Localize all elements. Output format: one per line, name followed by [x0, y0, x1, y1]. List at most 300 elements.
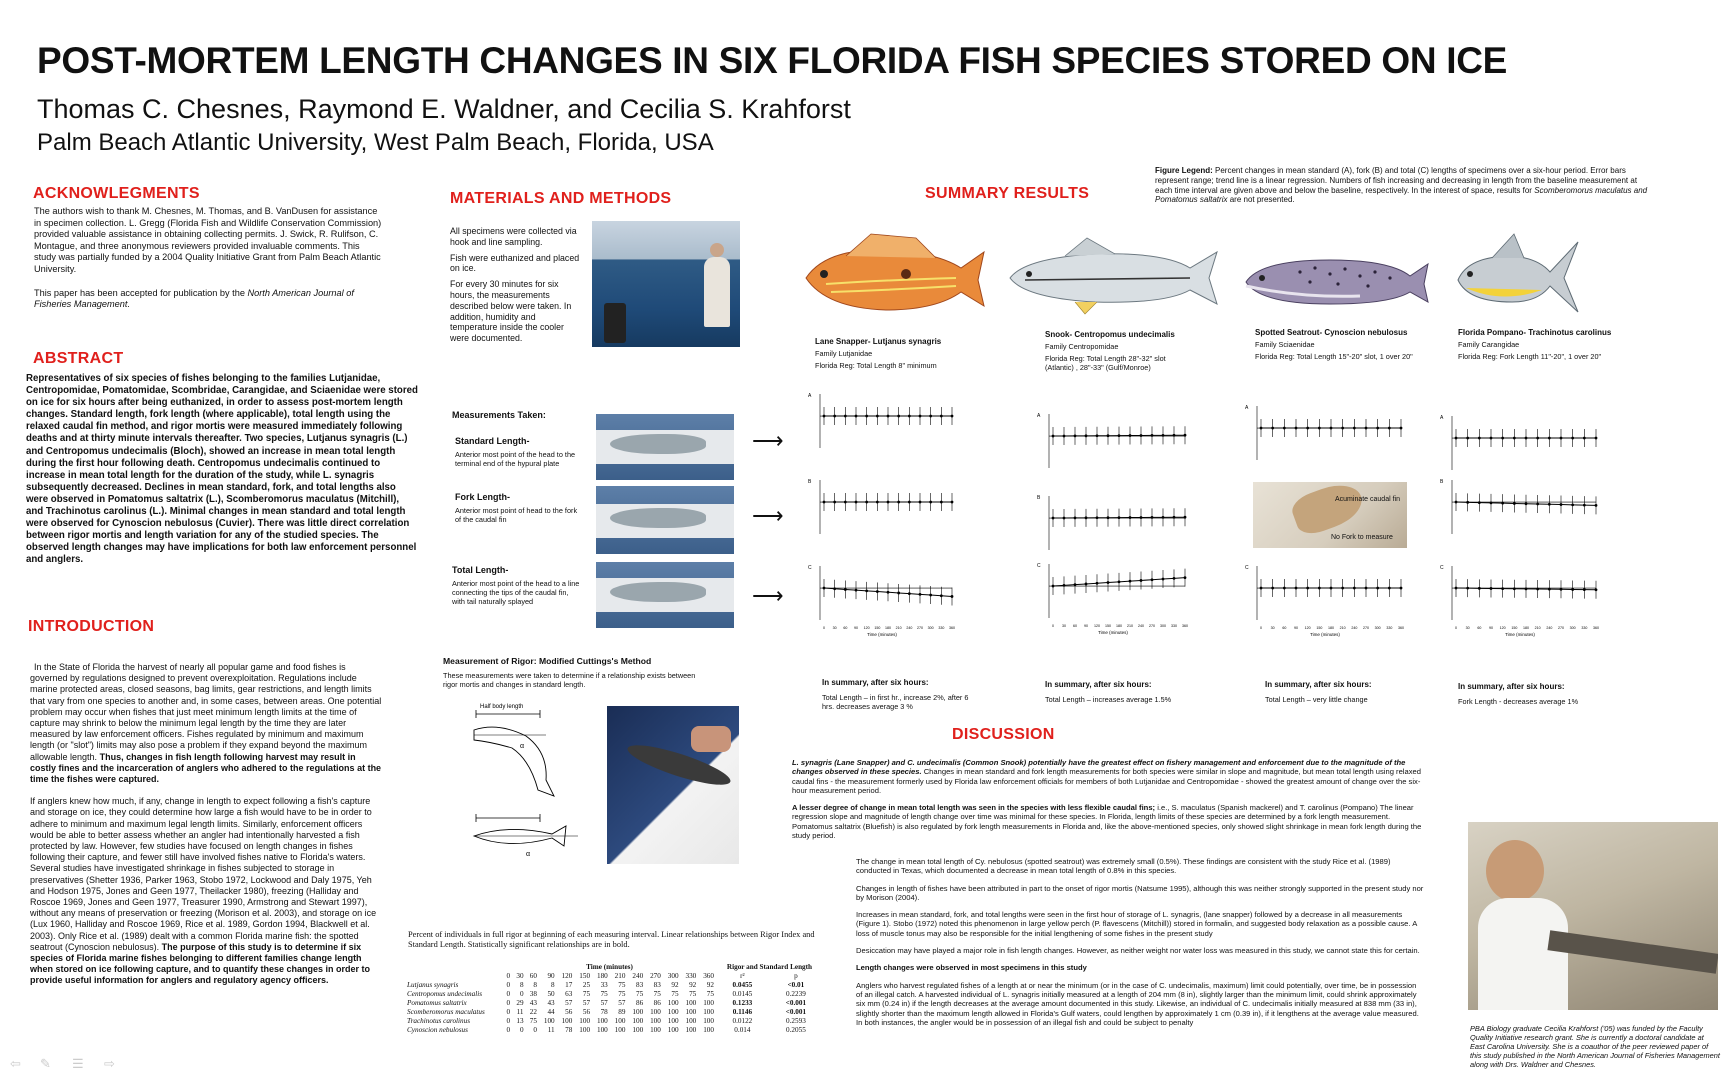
rigor-rel-header: Rigor and Standard Length	[726, 962, 813, 971]
rigor-value-cell: 75	[706, 989, 714, 998]
x-tick-label: 150	[1105, 624, 1111, 628]
pen-icon[interactable]: ✎	[40, 1056, 51, 1071]
rigor-value-cell: 75	[653, 989, 661, 998]
abstract-heading: ABSTRACT	[33, 350, 124, 367]
discussion-p3: The change in mean total length of Cy. nebulosus (spotted seatrout) was extremely small (0.5%). These findings are consistent with the study Rice et al. (1989) conducted in Texas, which documented a decrease in mean total length of 0.8% in this species.	[856, 857, 1391, 876]
poster-affiliation: Palm Beach Atlantic University, West Palm Beach, Florida, USA	[37, 129, 714, 156]
length-change-plot	[1037, 492, 1189, 554]
rigor-value-cell: 100	[703, 1025, 714, 1034]
rigor-time-cell: 360	[703, 971, 714, 980]
panel-letter: C	[1245, 565, 1249, 571]
rigor-value-cell: 0	[533, 1025, 537, 1034]
x-tick-label: 90	[1489, 626, 1493, 630]
rigor-value-cell: 11	[516, 1007, 524, 1016]
rigor-stat-cell: 0.0455	[732, 980, 753, 989]
table-row	[405, 1025, 823, 1034]
x-tick-label: 240	[1351, 626, 1358, 630]
x-tick-label: 300	[1374, 626, 1381, 630]
krahforst-photo	[1468, 822, 1718, 1010]
arrow-right-icon: ⟶	[752, 428, 784, 453]
methods-p2: Fish were euthanized and placed on ice.	[450, 252, 580, 274]
panel-letter: A	[808, 393, 812, 399]
measurements-heading: Measurements Taken:	[452, 410, 546, 420]
intro-p1-bold: Thus, changes in fish length following harvest may result in costly fines and the incarceration of anglers who adhered to the regulations at the time the fishes were captured.	[30, 751, 382, 785]
rigor-time-cell: 240	[632, 971, 644, 980]
rigor-value-cell: 78	[565, 1025, 573, 1034]
rigor-value-cell: 38	[529, 989, 537, 998]
poster-authors: Thomas C. Chesnes, Raymond E. Waldner, and Cecilia S. Krahforst	[37, 94, 851, 124]
length-change-plot	[1245, 562, 1405, 624]
x-tick-label: 330	[1386, 626, 1393, 630]
x-tick-label: 210	[1127, 624, 1133, 628]
x-tick-label: 180	[1116, 624, 1122, 628]
rigor-value-cell: 100	[685, 998, 697, 1007]
arrow-right-icon: ⟶	[752, 503, 784, 528]
rigor-species-cell: Trachinotus carolinus	[407, 1016, 471, 1025]
methods-p3: For every 30 minutes for six hours, the measurements described below were taken. In addition, humidity and temperature inside the cooler were documented.	[450, 279, 572, 344]
alpha-label: α	[526, 851, 531, 858]
rigor-value-cell: 44	[547, 1007, 555, 1016]
rigor-value-cell: 89	[618, 1007, 626, 1016]
x-axis-labels	[1440, 624, 1600, 640]
abstract-body: Representatives of six species of fishes belonging to the families Lutjanidae, Centropomidae, Pomatomidae, Scombridae, Carangidae, and Sciaenidae were stored on ice for six hours after being euthanized, in order to assess post-mortem length changes. Standard length, fork length (where applicable), total length using the relaxed caudal fin method, and rigor mortis were measured immediately following deaths and at thirty minute intervals thereafter. Two species, Lutjanus synagris (L.) and Centropomus undecimalis (Bloch), showed an increase in mean total length during the first hour following death. Centropomus undecimalis continued to increase in mean total length for the duration of the study, while L. synagris subsequently decreased. Declines in mean standard, fork, and total lengths also were observed in Pomatomus saltatrix (L.), Scomberomorus maculatus (Mitchill), and Trachinotus carolinus (L.). Minimal changes in mean standard and total length were observed for Cynoscion nebulosus (Cuvier). There was little direct correlation between rigor mortis and length variation for any of the studied species. The observed length changes may have implications for both law enforcement personnel and anglers.	[26, 373, 418, 566]
panel-letter: A	[1440, 415, 1444, 421]
x-tick-label: 60	[1477, 626, 1482, 630]
fish-family: Family Sciaenidae	[1255, 340, 1315, 349]
summary-spotted-seatrout	[1265, 680, 1425, 704]
rigor-value-cell: 0	[506, 980, 511, 989]
rigor-value-cell: 25	[582, 980, 591, 989]
rigor-value-cell: 83	[635, 980, 644, 989]
rigor-value-cell: 100	[667, 1025, 679, 1034]
rigor-time-header: Time (minutes)	[586, 962, 633, 971]
rigor-stat-cell: <0.001	[785, 998, 807, 1007]
standard-length-label: Standard Length-	[455, 436, 530, 446]
fish-info-pompano	[1458, 328, 1618, 361]
rigor-value-cell: 43	[547, 998, 555, 1007]
rigor-stat-cell: 0.2593	[786, 1016, 806, 1025]
discussion-p2-text: i.e., S. maculatus (Spanish mackerel) and T. carolinus (Pompano) The linear regression slope and magnitude of length change over time was minimal for these species. In Florida, length limits of these species are determined by a fork length measurement. Pomatomus saltatrix (Bluefish) is also regulated by fork length measurements in Florida and, like the above-mentioned species, only showed slight shrinkage in mean fork length during the study period.	[792, 803, 1422, 841]
rigor-value-cell: 92	[706, 980, 714, 989]
x-tick-label: 30	[1465, 626, 1470, 630]
length-change-plot	[1440, 476, 1600, 538]
rigor-value-cell: 86	[635, 998, 644, 1007]
rigor-value-cell: 0	[506, 1016, 511, 1025]
x-tick-label: 30	[1062, 624, 1066, 628]
total-length-block	[452, 565, 582, 606]
standard-length-block	[455, 436, 585, 468]
rigor-value-cell: 75	[600, 989, 608, 998]
x-tick-label: 330	[1171, 624, 1177, 628]
rigor-value-cell: 0	[519, 1025, 524, 1034]
fish-shape	[610, 434, 706, 454]
discussion-p6: Desiccation may have played a major role in fish length changes. However, as neither weight nor water loss was measured in this study, we cannot state this for certain.	[856, 946, 1420, 956]
half-body-label: Half body length	[480, 704, 524, 710]
rigor-value-cell: 100	[596, 1025, 608, 1034]
rigor-stat-cell: 0.0145	[732, 989, 753, 998]
x-tick-label: 120	[1094, 624, 1100, 628]
rigor-value-cell: 100	[667, 1007, 679, 1016]
x-axis-label: Time (minutes)	[867, 632, 897, 637]
rigor-stat-cell: 0.0122	[732, 1016, 753, 1025]
discussion-p1	[792, 758, 1424, 795]
rigor-value-cell: 57	[565, 998, 573, 1007]
methods-p1: All specimens were collected via hook and line sampling.	[450, 226, 577, 247]
length-change-plot	[1440, 412, 1600, 474]
x-tick-label: 180	[885, 626, 891, 630]
spotted-seatrout-illustration	[1240, 236, 1430, 316]
person-shirt-shape	[1478, 898, 1568, 1010]
x-tick-label: 90	[1294, 626, 1298, 630]
rigor-time-cell: 270	[650, 971, 661, 980]
rigor-time-cell: 150	[579, 971, 591, 980]
rigor-value-cell: 0	[506, 989, 511, 998]
rigor-value-cell: 100	[596, 1016, 608, 1025]
rigor-value-cell: 100	[703, 1007, 714, 1016]
summary-heading: In summary, after six hours:	[1458, 682, 1565, 691]
summary-text: Total Length – very little change	[1265, 695, 1368, 704]
rigor-value-cell: 0	[519, 989, 524, 998]
fork-length-label: Fork Length-	[455, 492, 510, 502]
rigor-heading: Measurement of Rigor: Modified Cuttings's Method	[443, 656, 652, 666]
x-tick-label: 360	[949, 626, 955, 630]
inset-label-1: Acuminate caudal fin	[1335, 496, 1400, 503]
rigor-value-cell: 78	[600, 1007, 608, 1016]
rigor-time-cell: 300	[667, 971, 679, 980]
x-axis-labels	[808, 624, 956, 640]
rigor-value-cell: 100	[561, 1016, 573, 1025]
intro-p2-bold: The purpose of this study is to determine if six species of Florida marine fishes belonging to different families change length when stored on ice following capture, and to quantify these changes in order to provide useful information for anglers and regulatory agency officers.	[30, 941, 371, 986]
panel-letter: B	[808, 479, 812, 485]
x-tick-label: 0	[1455, 626, 1457, 630]
rigor-time-cell: 120	[561, 971, 573, 980]
x-tick-label: 210	[895, 626, 902, 630]
rigor-value-cell: 75	[618, 989, 626, 998]
x-axis-label: Time (minutes)	[1098, 630, 1128, 635]
rigor-species-cell: Pomatomus saltatrix	[407, 998, 467, 1007]
rigor-value-cell: 100	[667, 998, 679, 1007]
rigor-stat-cell: 0.2239	[786, 989, 806, 998]
rigor-species-header	[405, 971, 503, 980]
rigor-stat-cell: <0.001	[785, 1007, 807, 1016]
discussion-heading: DISCUSSION	[952, 726, 1055, 743]
fish-regulation: Florida Reg: Total Length 8" minimum	[815, 361, 937, 370]
rigor-species-cell: Lutjanus synagris	[407, 980, 459, 989]
rigor-value-cell: 100	[632, 1025, 644, 1034]
figure-legend	[1155, 166, 1650, 205]
x-tick-label: 210	[1339, 626, 1346, 630]
rigor-value-cell: 8	[533, 980, 537, 989]
rigor-value-cell: 75	[689, 989, 697, 998]
panel-letter: B	[1440, 479, 1444, 485]
rigor-value-cell: 100	[632, 1016, 644, 1025]
x-tick-label: 60	[843, 626, 848, 630]
table-row	[405, 1007, 823, 1016]
arrow-left-icon[interactable]: ⇦	[10, 1056, 21, 1071]
lane-snapper-illustration	[796, 228, 986, 323]
rigor-value-cell: 0	[506, 998, 511, 1007]
rigor-time-cell: 90	[547, 971, 555, 980]
discussion-p1-text: Changes in mean standard and fork length measurements for both species were similar in slope and magnitude, but mean total length using relaxed caudal fins - the measurement formerly used by Florida law enforcement officials for members of both Lutjanidae and Centropomidae - showed the greatest amount of change over the six-hour measurement period.	[792, 767, 1421, 795]
summary-text: Total Length – increases average 1.5%	[1045, 695, 1172, 704]
x-tick-label: 360	[1398, 626, 1404, 630]
rigor-species-cell: Scomberomorus maculatus	[407, 1007, 485, 1016]
methods-heading: MATERIALS AND METHODS	[450, 190, 672, 207]
rigor-time-cell: 60	[529, 971, 537, 980]
rigor-value-cell: 75	[671, 989, 679, 998]
x-tick-label: 150	[1511, 626, 1518, 630]
panel-letter: C	[808, 565, 812, 571]
x-tick-label: 210	[1534, 626, 1541, 630]
x-tick-label: 60	[1073, 624, 1077, 628]
rigor-value-cell: 0	[506, 1025, 511, 1034]
rigor-species-cell: Cynoscion nebulosus	[407, 1025, 468, 1034]
rigor-diagram	[468, 700, 598, 870]
rigor-value-cell: 0	[506, 1007, 511, 1016]
person-head-shape	[1486, 840, 1544, 902]
rigor-value-cell: 13	[516, 1016, 524, 1025]
snook-illustration	[1005, 232, 1220, 317]
fork-length-desc: Anterior most point of head to the fork of the caudal fin	[455, 506, 578, 524]
panel-letter: A	[1245, 405, 1249, 411]
rigor-value-cell: 100	[650, 1007, 661, 1016]
rigor-value-cell: 100	[543, 1016, 555, 1025]
rigor-stat-header: p	[794, 971, 798, 980]
rigor-value-cell: 100	[650, 1016, 661, 1025]
fish-info-lane-snapper	[815, 337, 985, 370]
rigor-value-cell: 100	[667, 1016, 679, 1025]
fish-regulation: Florida Reg: Total Length 28"-32" slot (Atlantic) , 28"-33" (Gulf/Monroe)	[1045, 354, 1166, 372]
rigor-desc: These measurements were taken to determine if a relationship exists between rigor mortis and changes in standard length.	[443, 671, 696, 689]
menu-icon[interactable]: ☰	[72, 1056, 84, 1071]
rigor-value-cell: 56	[582, 1007, 591, 1016]
x-tick-label: 30	[1270, 626, 1275, 630]
discussion-p4: Changes in length of fishes have been attributed in part to the onset of rigor mortis (Natsume 1995), although this was neither strongly supported in the present study nor by Morison (2004).	[856, 883, 1424, 902]
x-tick-label: 90	[854, 626, 858, 630]
accepted-note	[34, 288, 384, 311]
x-tick-label: 0	[823, 626, 825, 630]
standard-length-desc: Anterior most point of the head to the terminal end of the hypural plate	[455, 450, 576, 468]
rigor-time-cell: 330	[685, 971, 697, 980]
rigor-value-cell: 50	[547, 989, 555, 998]
introduction-p1	[30, 662, 384, 785]
rigor-value-cell: 75	[582, 989, 591, 998]
x-axis-labels	[1037, 622, 1189, 638]
panel-letter: C	[1037, 563, 1041, 569]
rigor-value-cell: 100	[614, 1016, 626, 1025]
length-change-plot	[1037, 410, 1189, 472]
rigor-time-cell: 180	[596, 971, 608, 980]
fishing-boat-photo	[592, 221, 740, 347]
rigor-value-cell: 57	[582, 998, 591, 1007]
fish-family: Family Centropomidae	[1045, 342, 1119, 351]
accepted-prefix: This paper has been accepted for publication by the	[34, 287, 248, 298]
rigor-table	[405, 962, 823, 1034]
rigor-value-cell: 29	[516, 998, 524, 1007]
x-tick-label: 300	[1160, 624, 1166, 628]
introduction-p2	[30, 796, 384, 986]
fish-regulation: Florida Reg: Total Length 15"-20" slot, 1 over 20"	[1255, 352, 1413, 361]
rigor-stat-cell: <0.01	[787, 980, 805, 989]
acknowledgments-body	[34, 206, 384, 311]
rigor-value-cell: 100	[703, 1016, 714, 1025]
results-heading: SUMMARY RESULTS	[925, 185, 1090, 202]
rigor-value-cell: 75	[635, 989, 644, 998]
measuring-board-shape	[1547, 930, 1718, 973]
table-row	[405, 980, 823, 989]
panel-letter: B	[1037, 495, 1041, 501]
rigor-value-cell: 8	[519, 980, 524, 989]
summary-snook	[1045, 680, 1205, 704]
rigor-value-cell: 100	[685, 1016, 697, 1025]
rigor-value-cell: 86	[653, 998, 661, 1007]
length-change-plot	[808, 562, 956, 624]
table-row	[405, 998, 823, 1007]
summary-lane-snapper	[822, 678, 972, 711]
summary-text: Fork Length - decreases average 1%	[1458, 697, 1579, 706]
arrow-right-nav-icon[interactable]: ⇨	[104, 1056, 115, 1071]
figure-legend-end: are not presented.	[1229, 195, 1295, 205]
outboard-motor-shape	[604, 303, 626, 343]
x-axis-label: Time (minutes)	[1505, 632, 1535, 637]
summary-pompano	[1458, 682, 1608, 706]
rigor-value-cell: 100	[650, 1025, 661, 1034]
rigor-time-cell: 210	[614, 971, 626, 980]
x-tick-label: 330	[1581, 626, 1588, 630]
rigor-value-cell: 63	[565, 989, 573, 998]
rigor-stat-cell: 0.1233	[732, 998, 753, 1007]
x-tick-label: 90	[1084, 624, 1088, 628]
x-tick-label: 240	[1546, 626, 1553, 630]
fork-length-block	[455, 492, 585, 524]
intro-p1-text: In the State of Florida the harvest of nearly all popular game and food fishes is governed by regulations designed to prevent overexploitation. Regulations include marine protected areas, closed seasons, bag limits, gear restrictions, and length limits that vary from one species to another and, in some cases, between areas. One potential problem may occur when fishes that just meet minimum length limits at the time of capture may shrink to below the minimum legal length by the time they are later measured by law enforcement officers. Fishes regulated by minimum and maximum length (or "slot") limits may also pose a problem if they expand beyond the maximum allowable length.	[30, 662, 382, 762]
rigor-time-cell: 30	[516, 971, 524, 980]
fish-info-snook	[1045, 330, 1175, 372]
rigor-value-cell: 17	[565, 980, 573, 989]
rigor-value-cell: 100	[579, 1016, 591, 1025]
rigor-value-cell: 56	[565, 1007, 573, 1016]
methods-text	[450, 226, 580, 344]
summary-heading: In summary, after six hours:	[822, 678, 929, 687]
acknowledgments-text: The authors wish to thank M. Chesnes, M. Thomas, and B. VanDusen for assistance in specimen collection. L. Gregg (Florida Fish and Wildlife Conservation Commission) provided valuable assistance in obtaining collecting permits. J. Swick, R. Rulifson, C. Montague, and three anonymous reviewers provided invaluable comments. This study was partially funded by a 2004 Quality Initiative Grant from Palm Beach Atlantic University.	[34, 206, 382, 274]
x-tick-label: 270	[1558, 626, 1564, 630]
x-tick-label: 180	[1523, 626, 1529, 630]
introduction-body	[30, 662, 384, 987]
figure-legend-label: Figure Legend:	[1155, 166, 1213, 175]
rigor-value-cell: 92	[671, 980, 679, 989]
fin-shape	[1288, 482, 1367, 539]
rigor-value-cell: 100	[685, 1025, 697, 1034]
length-change-plot	[808, 476, 956, 538]
rigor-time-cell: 0	[506, 971, 511, 980]
x-tick-label: 300	[1569, 626, 1576, 630]
total-length-label: Total Length-	[452, 565, 509, 575]
x-tick-label: 180	[1328, 626, 1334, 630]
length-change-plot	[1245, 402, 1405, 464]
rigor-value-cell: 100	[632, 1007, 644, 1016]
x-tick-label: 360	[1593, 626, 1599, 630]
angler-head-shape	[710, 243, 724, 257]
length-change-plot	[1037, 560, 1189, 622]
rigor-stat-cell: 0.2055	[786, 1025, 806, 1034]
rigor-value-cell: 83	[653, 980, 661, 989]
x-tick-label: 30	[832, 626, 837, 630]
discussion-p5: Increases in mean standard, fork, and total lengths were seen in the first hour of storage of L. synagris, (lane snapper) followed by a decrease in all measurements (Figure 1). Stobo (1972) noted this phenomenon in large yellow perch (P. flavescens (Mitchill)) stored in formalin, and suggested body relaxation as a possible cause. A loss of muscle tonus may also be responsible for the initial lengthening of some fishes in the present study	[856, 910, 1417, 938]
fork-length-photo	[596, 486, 734, 554]
rigor-value-cell: 75	[618, 980, 626, 989]
alpha-label: α	[520, 743, 525, 750]
rigor-measurement-photo	[607, 706, 739, 864]
x-tick-label: 270	[917, 626, 923, 630]
fish-name: Florida Pompano- Trachinotus carolinus	[1458, 328, 1612, 337]
rigor-table-caption: Percent of individuals in full rigor at beginning of each measuring interval. Linear relationships between Rigor Index and Standard Length. Statistically significant relationships are in bold.	[408, 930, 815, 949]
rigor-stat-cell: 0.1146	[732, 1007, 753, 1016]
total-length-photo	[596, 562, 734, 628]
rigor-value-cell: 8	[551, 980, 555, 989]
arrow-right-icon: ⟶	[752, 583, 784, 608]
inset-label-2: No Fork to measure	[1331, 534, 1393, 541]
rigor-stat-cell: 0.014	[734, 1025, 751, 1034]
x-tick-label: 120	[1304, 626, 1311, 630]
fish-shape	[610, 508, 706, 528]
x-tick-label: 240	[1138, 624, 1144, 628]
rigor-value-cell: 33	[600, 980, 608, 989]
fish-regulation: Florida Reg: Fork Length 11"-20", 1 over 20"	[1458, 352, 1602, 361]
discussion-p7: Length changes were observed in most specimens in this study	[856, 963, 1087, 973]
rigor-value-cell: 57	[600, 998, 608, 1007]
figure-legend-text: Percent changes in mean standard (A), fork (B) and total (C) lengths of specimens over a six-hour period. Error bars represent range; trend line is a linear regression. Numbers of fish increasing and decreasing in length from the baseline measurement at each time interval are given above and below the baseline, respectively. In the interest of space, results for	[1155, 166, 1638, 195]
accepted-journal: North American Journal of Fisheries Management.	[34, 287, 354, 310]
x-tick-label: 240	[906, 626, 913, 630]
x-tick-label: 360	[1182, 624, 1188, 628]
discussion-p1-bold: L. synagris (Lane Snapper) and C. undecimalis (Common Snook) potentially have the greatest effect on fishery management and enforcement due to the magnitude of the changes observed in these species.	[792, 758, 1406, 777]
figure-legend-italic: Scomberomorus maculatus and Pomatomus saltatrix	[1155, 185, 1648, 205]
fish-name: Lane Snapper- Lutjanus synagris	[815, 337, 942, 346]
poster-title: POST-MORTEM LENGTH CHANGES IN SIX FLORIDA FISH SPECIES STORED ON ICE	[37, 40, 1508, 81]
fish-name: Spotted Seatrout- Cynoscion nebulosus	[1255, 328, 1408, 337]
acknowledgments-heading: ACKNOWLEGMENTS	[33, 185, 200, 202]
discussion-lower	[856, 857, 1424, 1027]
panel-letter: C	[1440, 565, 1444, 571]
rigor-value-cell: 43	[529, 998, 537, 1007]
introduction-heading: INTRODUCTION	[28, 618, 155, 635]
rigor-value-cell: 100	[685, 1007, 697, 1016]
x-tick-label: 300	[927, 626, 934, 630]
panel-letter: A	[1037, 413, 1041, 419]
fish-info-spotted-seatrout	[1255, 328, 1415, 361]
angler-shape	[704, 257, 730, 327]
rigor-value-cell: 22	[529, 1007, 537, 1016]
length-change-plot	[808, 390, 956, 452]
x-tick-label: 0	[1260, 626, 1262, 630]
x-tick-label: 120	[863, 626, 870, 630]
summary-text: Total Length – in first hr., increase 2%, after 6 hrs. decreases average 3 %	[822, 693, 969, 711]
table-row	[405, 1016, 823, 1025]
photo-caption: PBA Biology graduate Cecilia Krahforst ('05) was funded by the Faculty Quality Initiative research grant. She is currently a doctoral candidate at East Carolina University. She is a coauthor of the peer reviewed paper of this study published in the North American Journal of Fisheries Management along with Drs. Waldner and Chesnes.	[1470, 1024, 1720, 1069]
rigor-value-cell: 100	[614, 1025, 626, 1034]
x-axis-labels	[1245, 624, 1405, 640]
rigor-value-cell: 11	[547, 1025, 555, 1034]
hand-shape	[691, 726, 731, 752]
discussion-p8: Anglers who harvest regulated fishes of a length at or near the minimum (or in the case of C. undecimalis, maximum) limit could potentially, over time, be in possession of an illegal catch. A harvested individual of L. synagris initially measured at a length of 204 mm (8 in), slightly larger than the minimum limit, could shrink approximately six mm (0.24 in) if the length decreases at the average amount documented in this study. Likewise, an individual of C. undecimalis initially measured at 838 mm (33 in), slightly shorter than the maximum length allowed in Florida's Gulf waters, could lengthen by approximately 1 cm (0.39 in), if it lengthens at the average value measured. In both instances, the angler would be in possession of an illegal fish and could be subject to penalty	[856, 980, 1419, 1027]
rigor-value-cell: 100	[703, 998, 714, 1007]
fish-shape	[610, 582, 706, 602]
rigor-value-cell: 92	[689, 980, 697, 989]
intro-p2-text: If anglers knew how much, if any, change in length to expect following a fish's capture and storage on ice, they could determine how large a fish would have to be in order to adhere to minimum and maximum legal length limits. Similarly, enforcement officers would be able to better assess whether an angler had intentionally harvested a fish protected by law. However, few studies have focused on length changes in fishes following their capture, and fewer still have involved fishes native to Florida's waters. Several studies have investigated shrinkage in fishes subjected to storage in preservatives (Shetter 1936, Parker 1963, Stobo 1972, Lockwood and Daly 1975, Yeh and Hodson 1975, Jones and Geen 1977, Theilacker 1980), freezing (Halliday and Roscoe 1969, Jones and Geen 1977, Treasurer 1990, Armstrong and Stewart 1997), without any means of preservation or freezing (Morison et al. 2003), and storage on ice (Lux 1960, Halliday and Roscoe 1969, Rice et al. 1989, Gordon 1994, Blackwell et al. 2003). Only Rice et al. (1989) dealt with a common Florida marine fish: the spotted seatrout (Cynoscion nebulosus).	[30, 796, 377, 952]
x-axis-label: Time (minutes)	[1310, 632, 1340, 637]
summary-heading: In summary, after six hours:	[1265, 680, 1372, 689]
discussion-p2	[792, 803, 1424, 840]
